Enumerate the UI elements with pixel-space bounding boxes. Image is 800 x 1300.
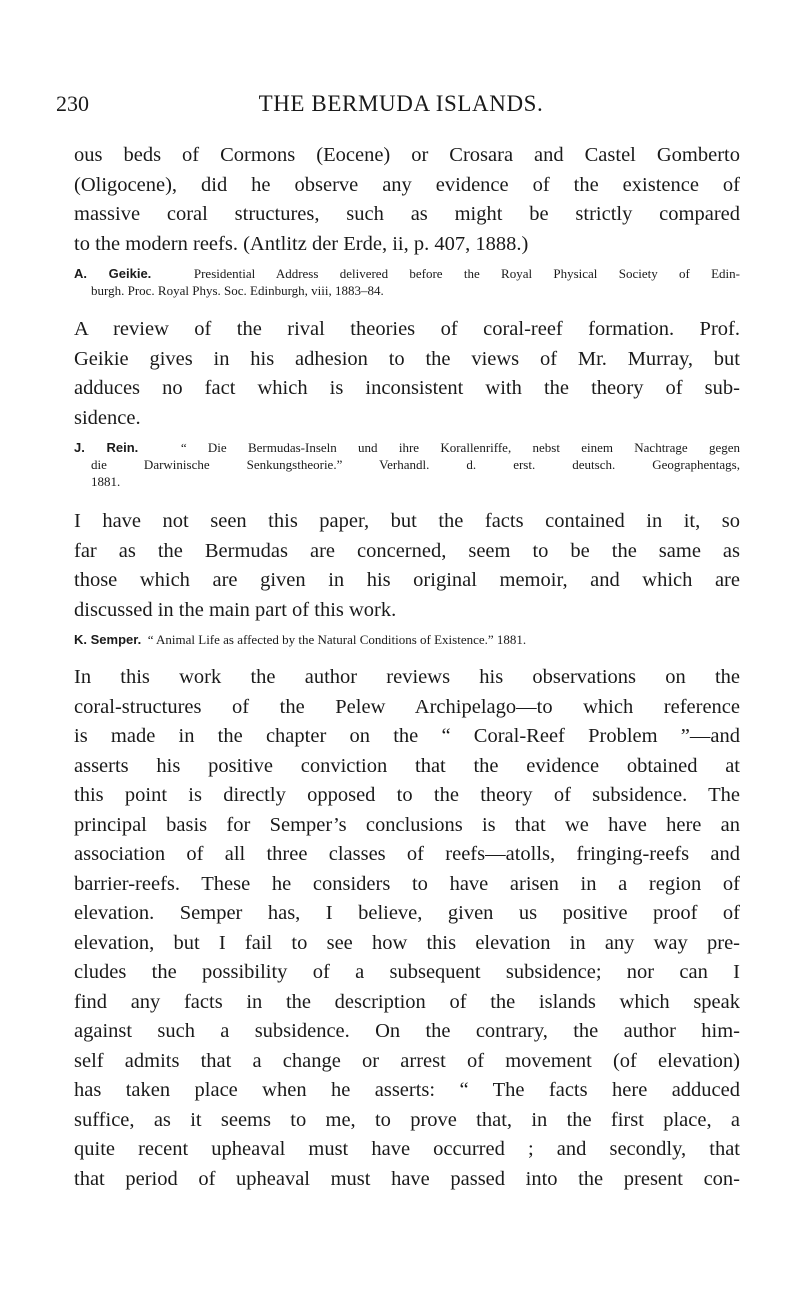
- paragraph-geikie-review: [74, 315, 740, 433]
- text-line: is made in the chapter on the “ Coral-Reef Problem ”—and: [74, 725, 740, 747]
- reference-author: K. Semper.: [74, 632, 142, 647]
- text-line: massive coral structures, such as might be strictly compared: [74, 203, 740, 225]
- reference-author: J. Rein.: [74, 440, 139, 455]
- reference-text: Presidential Address delivered before the Royal Physical Society of Edin-: [193, 266, 740, 281]
- reference-text: burgh. Proc. Royal Phys. Soc. Edinburgh, viii, 1883–84.: [91, 283, 384, 298]
- text-line: sidence.: [74, 406, 141, 429]
- text-line: elevation. Semper has, I believe, given us positive proof of: [74, 902, 740, 924]
- reference-author: A. Geikie.: [74, 266, 152, 281]
- paragraph-suess-continuation: [74, 141, 740, 259]
- text-line: I have not seen this paper, but the facts contained in it, so: [74, 510, 740, 532]
- text-line: ous beds of Cormons (Eocene) or Crosara and Castel Gomberto: [74, 144, 740, 166]
- text-line: principal basis for Semper’s conclusions is that we have here an: [74, 813, 740, 836]
- text-line: against such a subsidence. On the contrary, the author him-: [74, 1020, 740, 1042]
- page-number: 230: [56, 91, 89, 116]
- text-line: those which are given in his original memoir, and which are: [74, 569, 740, 591]
- text-line: cludes the possibility of a subsequent subsidence; nor can I: [74, 961, 740, 983]
- text-line: asserts his positive conviction that the evidence obtained at: [74, 754, 740, 777]
- text-line: self admits that a change or arrest of movement (of elevation): [74, 1049, 740, 1072]
- text-line: association of all three classes of reefs—atolls, fringing-reefs and: [74, 843, 740, 865]
- text-line: has taken place when he asserts: “ The facts here adduced: [74, 1079, 740, 1101]
- reference-text: “ Animal Life as affected by the Natural Conditions of Existence.” 1881.: [147, 632, 527, 647]
- running-title: THE BERMUDA ISLANDS.: [258, 91, 544, 116]
- text-line: this point is directly opposed to the theory of subsidence. The: [74, 784, 740, 806]
- reference-text: die Darwinische Senkungstheorie.” Verhandl. d. erst. deutsch. Geographentags,: [91, 457, 740, 472]
- reference-text: 1881.: [91, 474, 121, 489]
- reference-text: “ Die Bermudas-Inseln und ihre Korallenriffe, nebst einem Nachtrage gegen: [180, 440, 740, 455]
- text-line: suffice, as it seems to me, to prove that, in the first place, a: [74, 1108, 740, 1131]
- text-line: adduces no fact which is inconsistent with the theory of sub-: [74, 377, 740, 399]
- reference-semper: [74, 631, 740, 648]
- text-line: quite recent upheaval must have occurred ; and secondly, that: [74, 1138, 740, 1160]
- text-line: Geikie gives in his adhesion to the views of Mr. Murray, but: [74, 347, 740, 370]
- text-line: far as the Bermudas are concerned, seem to be the same as: [74, 539, 740, 562]
- text-line: (Oligocene), did he observe any evidence of the existence of: [74, 173, 740, 196]
- text-line: A review of the rival theories of coral-reef formation. Prof.: [74, 318, 740, 340]
- text-line: to the modern reefs. (Antlitz der Erde, ii, p. 407, 1888.): [74, 232, 529, 255]
- paragraph-rein-comment: [74, 507, 740, 625]
- running-header: [56, 87, 746, 121]
- text-line: find any facts in the description of the islands which speak: [74, 990, 740, 1013]
- reference-rein: [74, 439, 740, 490]
- paragraph-semper-review: [74, 663, 740, 1194]
- reference-geikie: [74, 265, 740, 299]
- text-line: elevation, but I fail to see how this elevation in any way pre-: [74, 931, 740, 954]
- text-line: that period of upheaval must have passed into the present con-: [74, 1167, 740, 1190]
- text-line: In this work the author reviews his observations on the: [74, 666, 740, 688]
- text-line: barrier-reefs. These he considers to have arisen in a region of: [74, 872, 740, 895]
- text-line: discussed in the main part of this work.: [74, 598, 397, 621]
- text-line: coral-structures of the Pelew Archipelago—to which reference: [74, 695, 740, 718]
